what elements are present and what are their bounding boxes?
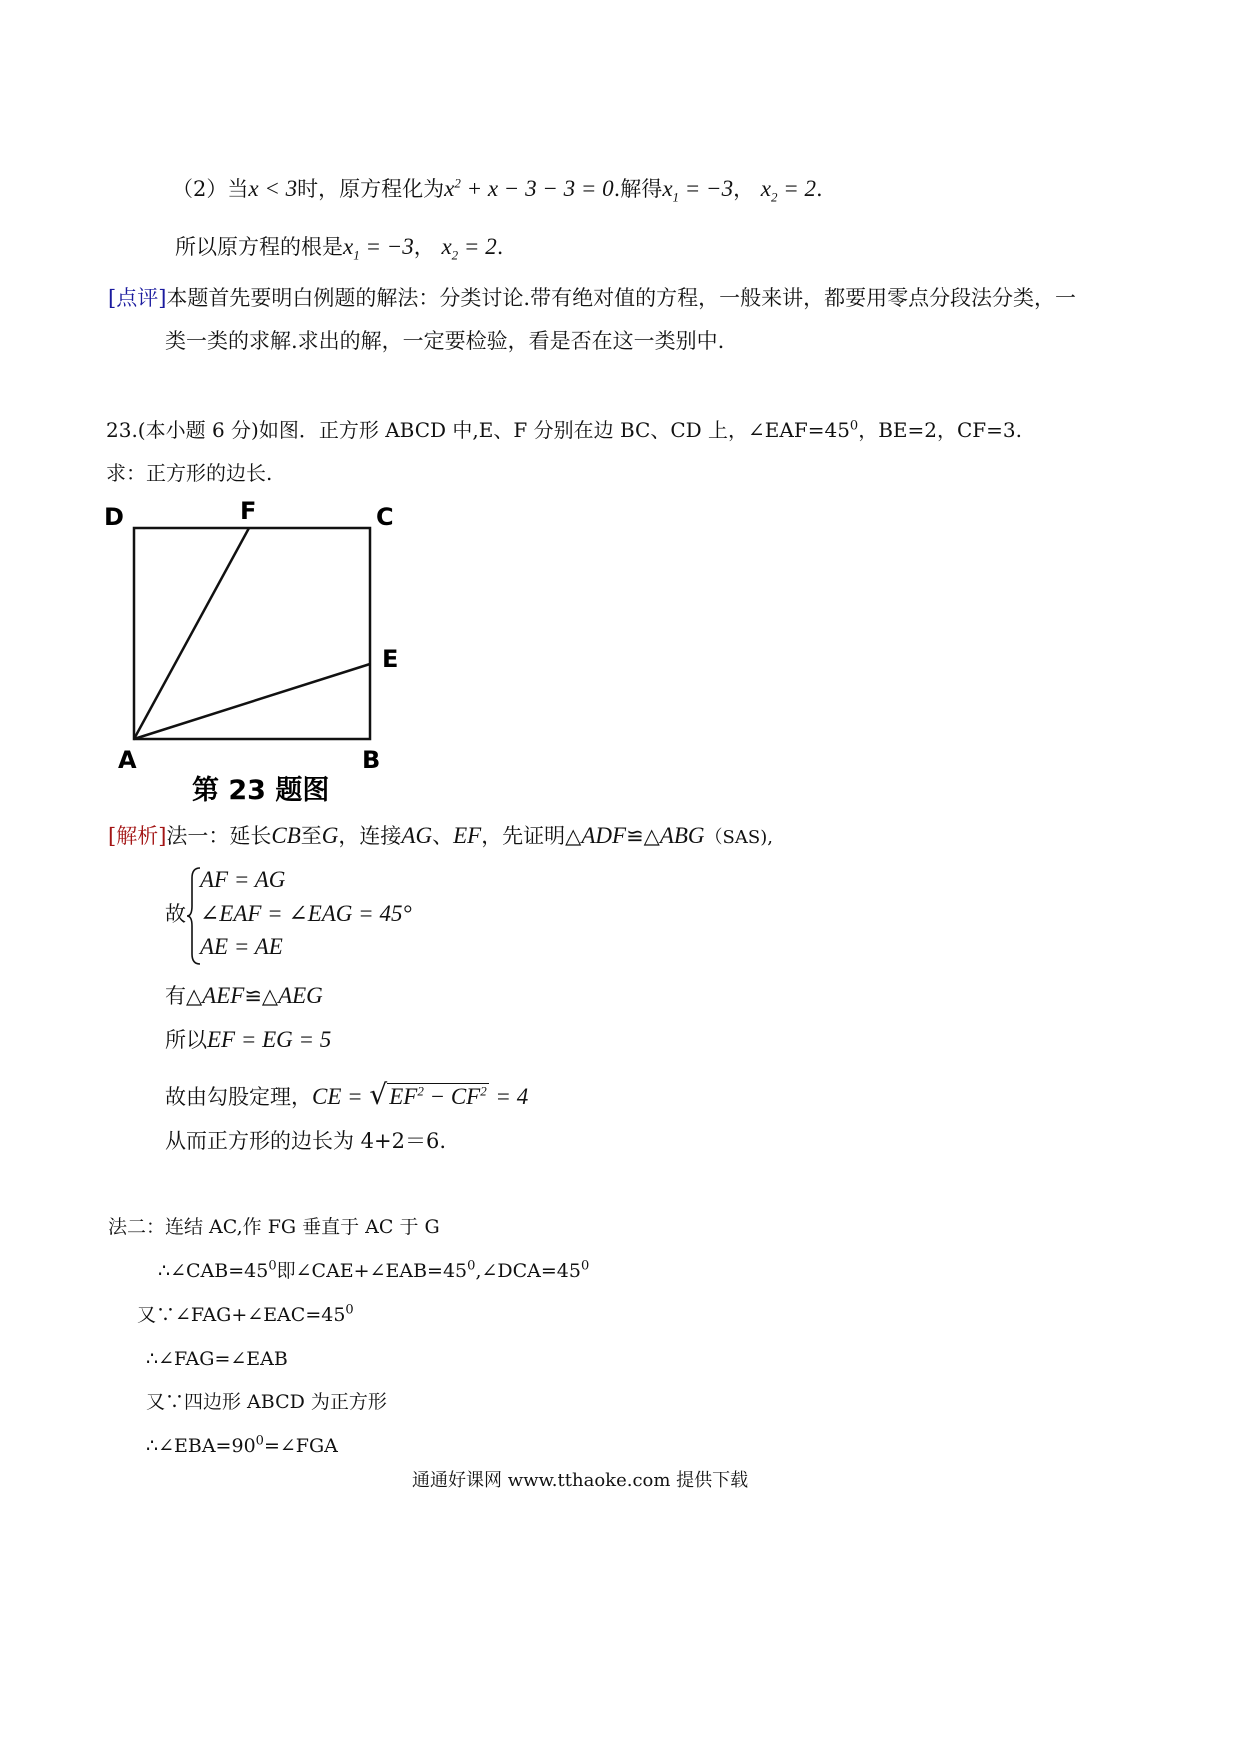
square-figure bbox=[100, 495, 430, 815]
root-x2: $x_2 = 2$ bbox=[760, 176, 817, 205]
method2-line-2: $\therefore\angle CAB=45^0$即$\angle CAE+\angle EAB=45^0,\angle DCA=45^0$ bbox=[158, 1258, 590, 1282]
method2-line-1: 法二：连结 AC,作 FG 垂直于 AC 于 G bbox=[108, 1216, 440, 1238]
case2-condition: x < 3 bbox=[248, 176, 298, 201]
case2-equation: $x^2 + x - 3 - 3 = 0$ bbox=[444, 175, 614, 201]
label-e: E bbox=[382, 645, 399, 673]
system-eq-2: ∠EAF = ∠EAG = 45° bbox=[200, 901, 412, 926]
congruence-line: 有△AEF≌△AEG bbox=[165, 983, 323, 1008]
method2-line-3: 又$\because\angle FAG+\angle EAC=45^0$ bbox=[137, 1302, 354, 1326]
analysis-tag: [解析] bbox=[108, 824, 167, 848]
label-a: A bbox=[118, 746, 137, 774]
page-footer: 通通好课网 www.tthaoke.com 提供下载 bbox=[412, 1470, 749, 1491]
gu-label: 故 bbox=[165, 902, 186, 926]
radical: $EF^2 - CF^2$ bbox=[389, 1083, 487, 1109]
system-eq-3: AE = AE bbox=[200, 934, 283, 959]
case2-line: （2）当x < 3时，原方程化为$x^2 + x - 3 - 3 = 0$.解得$x_1 = -3$， $x_2 = 2$. bbox=[172, 175, 823, 205]
label-b: B bbox=[362, 746, 381, 774]
ef-eg-line: 所以EF = EG = 5 bbox=[165, 1027, 332, 1052]
square-abcd bbox=[134, 528, 370, 739]
roots-line: 所以原方程的根是$x_1 = -3$， $x_2 = 2$. bbox=[175, 234, 504, 263]
root-x1: $x_1 = -3$ bbox=[662, 176, 734, 205]
label-f: F bbox=[240, 497, 257, 525]
analysis-line: [解析]法一：延长CB至G，连接AG、EF，先证明△ADF≌△ABG（SAS), bbox=[108, 823, 773, 848]
question-23-line-1: 23.(本小题 6 分)如图．正方形 ABCD 中,E、F 分别在边 BC、CD 上，$\angle EAF=45^0$，BE=2，CF=3. bbox=[106, 418, 1023, 442]
method2-line-4: ∴∠FAG=∠EAB bbox=[146, 1348, 288, 1370]
question-23-line-2: 求：正方形的边长. bbox=[106, 461, 273, 485]
side-length-line: 从而正方形的边长为 4+2＝6. bbox=[165, 1129, 447, 1153]
system-eq-1: AF = AG bbox=[200, 867, 286, 892]
label-d: D bbox=[104, 503, 124, 531]
method2-line-6: $\therefore\angle EBA=90^0=\angle FGA$ bbox=[146, 1433, 338, 1457]
method2-line-5: 又∵四边形 ABCD 为正方形 bbox=[146, 1391, 387, 1413]
label-c: C bbox=[376, 503, 394, 531]
comment-line-2: 类一类的求解.求出的解，一定要检验，看是否在这一类别中. bbox=[165, 329, 725, 353]
comment-line-1: [点评]本题首先要明白例题的解法：分类讨论.带有绝对值的方程，一般来讲，都要用零点分段法分类，一 bbox=[108, 286, 1077, 310]
figure-caption: 第 23 题图 bbox=[192, 775, 330, 806]
comment-tag: [点评] bbox=[108, 286, 167, 310]
pythagoras-line: 故由勾股定理，CE = $√EF^2 - CF^2 = 4$ bbox=[165, 1078, 529, 1111]
